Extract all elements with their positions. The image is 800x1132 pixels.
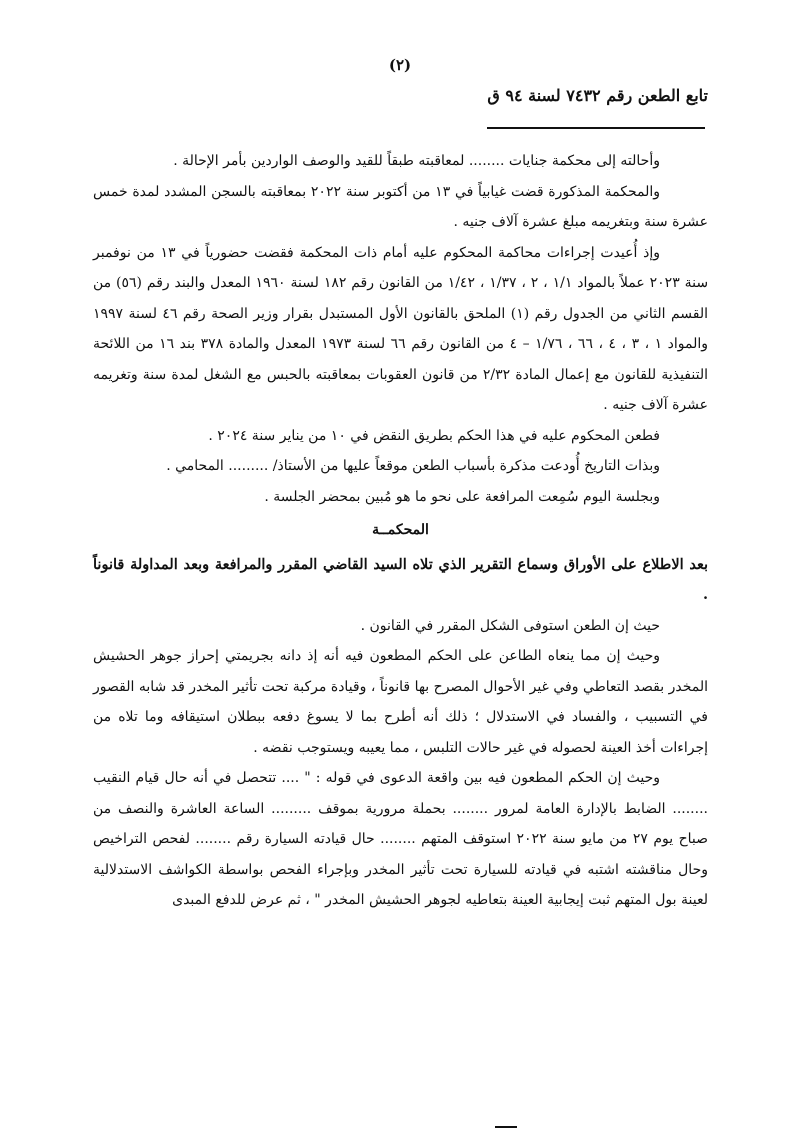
- header-divider: [487, 127, 705, 129]
- paragraph-form-accepted: حيث إن الطعن استوفى الشكل المقرر في القانون .: [360, 617, 660, 634]
- case-header: تابع الطعن رقم ٧٤٣٢ لسنة ٩٤ ق: [487, 86, 708, 105]
- paragraph-hearing: وبجلسة اليوم سُمِعت المرافعة على نحو ما هو مُبين بمحضر الجلسة .: [264, 488, 660, 505]
- paragraph-grounds: وحيث إن مما ينعاه الطاعن على الحكم المطعون فيه أنه إذ دانه بجريمتي إحراز جوهر الحشيش المخدر بقصد التعاطي وفي غير الأحوال المصرح بها قانوناً ، وقيادة مركبة تحت تأثير المخدر قد شابه القصور في التسبيب ، والفساد في الاستدلال ؛ ذلك أنه أطرح بما لا يسوغ دفعه ببطلان استيقافه وما تلاه من إجراءات أخذ العينة لحصوله في غير حالات التلبس ، مما يعيبه ويستوجب نقضه .: [93, 648, 708, 756]
- section-title: المحكمــة: [372, 522, 429, 538]
- paragraph-absentia-ruling: والمحكمة المذكورة قضت غيابياً في ١٣ من أكتوبر سنة ٢٠٢٢ بمعاقبته بالسجن المشدد لمدة خمس عشرة سنة وبتغريمه مبلغ عشرة آلاف جنيه .: [93, 183, 708, 230]
- paragraph-deliberation: بعد الاطلاع على الأوراق وسماع التقرير الذي تلاه السيد القاضي المقرر والمرافعة وبعد المداولة قانوناً .: [93, 555, 708, 603]
- paragraph-appeal-filed: فطعن المحكوم عليه في هذا الحكم بطريق النقض في ١٠ من يناير سنة ٢٠٢٤ .: [208, 427, 660, 444]
- paragraph-referral: وأحالته إلى محكمة جنايات ........ لمعاقبته طبقاً للقيد والوصف الواردين بأمر الإحالة .: [173, 153, 660, 169]
- paragraph-retrial-ruling: وإذ أُعيدت إجراءات محاكمة المحكوم عليه أمام ذات المحكمة فقضت حضورياً في ١٣ من نوفمبر سنة ٢٠٢٣ عملاً بالمواد ١/١ ، ٢ ، ١/٣٧ ، ١/٤٢ من القانون رقم ١٨٢ لسنة ١٩٦٠ المعدل والبند رقم (٥٦) من القسم الثاني من الجدول رقم (١) الملحق بالقانون الأول المستبدل بقرار وزير الصحة رقم ٤٦ لسنة ١٩٩٧ والمواد ١ ، ٣ ، ٤ ، ٦٦ ، ١/٧٦ – ٤ من القانون رقم ٦٦ لسنة ١٩٧٣ المعدل والمادة ٣٧٨ بند ١٦ من اللائحة التنفيذية للقانون مع إعمال المادة ٢/٣٢ من قانون العقوبات بمعاقبته بالحبس مع الشغل لمدة سنة وتغريمه عشرة آلاف جنيه .: [93, 244, 709, 413]
- page-number: (٢): [388, 56, 412, 74]
- footer-mark: [495, 1126, 517, 1128]
- paragraph-memo-filed: وبذات التاريخ أُودعت مذكرة بأسباب الطعن موقعاً عليها من الأستاذ/ ......... المحامي .: [166, 458, 660, 474]
- document-body: [93, 146, 708, 916]
- paragraph-facts: وحيث إن الحكم المطعون فيه بين واقعة الدعوى في قوله : " .... تتحصل في أنه حال قيام النقيب ........ الضابط بالإدارة العامة لمرور ........ بحملة مرورية بموقف ......... الساعة العاشرة والنصف من صباح يوم ٢٧ من مايو سنة ٢٠٢٢ استوقف المتهم ........ حال قيادته السيارة رقم ........ لفحص التراخيص وحال مناقشته اشتبه في قيادته للسيارة تحت تأثير المخدر وبإجراء الفحص بواسطة الكواشف الاستدلالية لعينة بول المتهم ثبت إيجابية العينة بتعاطيه لجوهر الحشيش المخدر " ، ثم عرض للدفع المبدى: [93, 770, 708, 908]
